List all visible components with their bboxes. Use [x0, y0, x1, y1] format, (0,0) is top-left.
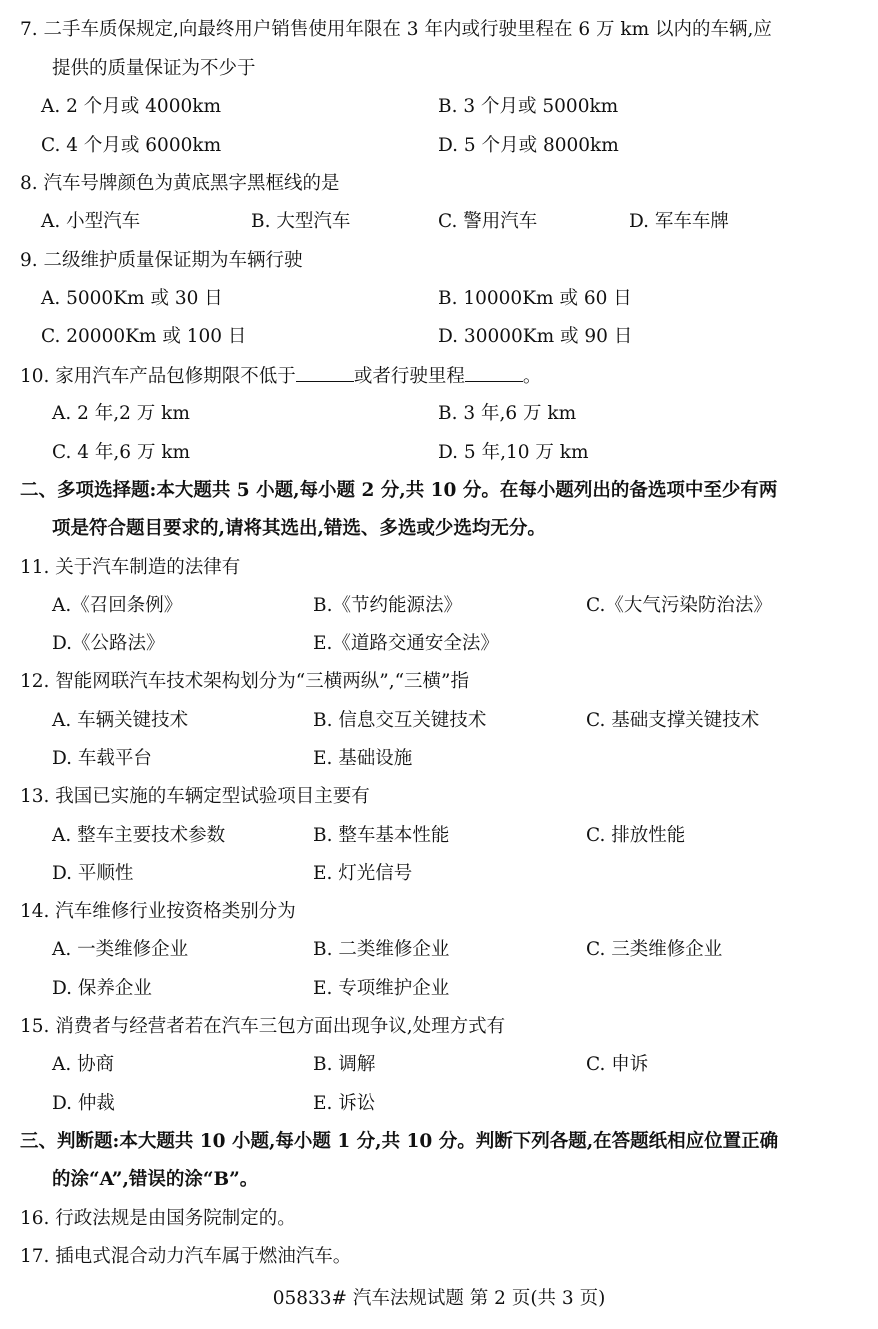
question-12-option-d: D. 车载平台 — [52, 748, 152, 769]
section-3-heading: 三、判断题:本大题共 10 小题,每小题 1 分,共 10 分。判断下列各题,在答题纸相应位置正确 — [20, 1131, 779, 1152]
question-10-text — [20, 363, 541, 390]
question-14-option-a: A. 一类维修企业 — [52, 939, 189, 960]
page-footer: 05833# 汽车法规试题 第 2 页(共 3 页) — [272, 1288, 606, 1309]
question-9-text: 9. 二级维护质量保证期为车辆行驶 — [20, 250, 303, 271]
section-2-heading-cont: 项是符合题目要求的,请将其选出,错选、多选或少选均无分。 — [52, 518, 546, 539]
question-15-option-a: A. 协商 — [52, 1054, 115, 1075]
section-3-heading-cont: 的涂“A”,错误的涂“B”。 — [52, 1169, 259, 1190]
question-12-text: 12. 智能网联汽车技术架构划分为“三横两纵”,“三横”指 — [20, 671, 470, 692]
question-11-text: 11. 关于汽车制造的法律有 — [20, 557, 241, 578]
answer-blank — [465, 363, 523, 382]
question-9-option-d: D. 30000Km 或 90 日 — [438, 326, 633, 347]
question-14-text: 14. 汽车维修行业按资格类别分为 — [20, 901, 296, 922]
question-15-text: 15. 消费者与经营者若在汽车三包方面出现争议,处理方式有 — [20, 1016, 506, 1037]
question-12-option-b: B. 信息交互关键技术 — [313, 710, 487, 731]
question-16-text: 16. 行政法规是由国务院制定的。 — [20, 1208, 296, 1229]
question-11-option-a: A.《召回条例》 — [52, 595, 183, 616]
question-14-option-d: D. 保养企业 — [52, 978, 152, 999]
question-12-option-a: A. 车辆关键技术 — [52, 710, 189, 731]
question-15-option-c: C. 申诉 — [586, 1054, 649, 1075]
question-14-option-b: B. 二类维修企业 — [313, 939, 450, 960]
question-12-option-c: C. 基础支撑关键技术 — [586, 710, 760, 731]
question-7-option-d: D. 5 个月或 8000km — [438, 135, 619, 156]
question-13-text: 13. 我国已实施的车辆定型试验项目主要有 — [20, 786, 370, 807]
section-2-heading: 二、多项选择题:本大题共 5 小题,每小题 2 分,共 10 分。在每小题列出的备选项中至少有两 — [20, 480, 778, 501]
question-13-option-a: A. 整车主要技术参数 — [52, 825, 226, 846]
question-13-option-b: B. 整车基本性能 — [313, 825, 450, 846]
question-15-option-e: E. 诉讼 — [313, 1093, 376, 1114]
question-11-option-d: D.《公路法》 — [52, 633, 165, 654]
question-9-option-a: A. 5000Km 或 30 日 — [41, 288, 223, 309]
question-10-text-start: 10. 家用汽车产品包修期限不低于 — [20, 366, 296, 387]
question-7-option-b: B. 3 个月或 5000km — [438, 96, 619, 117]
question-9-option-b: B. 10000Km 或 60 日 — [438, 288, 632, 309]
question-8-option-b: B. 大型汽车 — [251, 211, 351, 232]
question-14-option-c: C. 三类维修企业 — [586, 939, 723, 960]
question-11-option-b: B.《节约能源法》 — [313, 595, 462, 616]
question-10-option-c: C. 4 年,6 万 km — [52, 442, 191, 463]
question-8-option-a: A. 小型汽车 — [41, 211, 141, 232]
question-14-option-e: E. 专项维护企业 — [313, 978, 450, 999]
question-15-option-d: D. 仲裁 — [52, 1093, 115, 1114]
question-10-option-b: B. 3 年,6 万 km — [438, 403, 577, 424]
question-15-option-b: B. 调解 — [313, 1054, 376, 1075]
question-7-text-cont: 提供的质量保证为不少于 — [52, 58, 256, 79]
question-7-text: 7. 二手车质保规定,向最终用户销售使用年限在 3 年内或行驶里程在 6 万 km 以内的车辆,应 — [20, 19, 772, 40]
question-13-option-c: C. 排放性能 — [586, 825, 686, 846]
question-8-option-d: D. 军车车牌 — [629, 211, 729, 232]
question-10-text-middle: 或者行驶里程 — [353, 366, 465, 387]
question-7-option-c: C. 4 个月或 6000km — [41, 135, 222, 156]
question-13-option-d: D. 平顺性 — [52, 863, 134, 884]
question-8-text: 8. 汽车号牌颜色为黄底黑字黑框线的是 — [20, 173, 340, 194]
question-11-option-e: E.《道路交通安全法》 — [313, 633, 499, 654]
question-10-text-end: 。 — [522, 366, 542, 387]
question-9-option-c: C. 20000Km 或 100 日 — [41, 326, 247, 347]
question-11-option-c: C.《大气污染防治法》 — [586, 595, 772, 616]
question-13-option-e: E. 灯光信号 — [313, 863, 413, 884]
question-8-option-c: C. 警用汽车 — [438, 211, 538, 232]
question-10-option-d: D. 5 年,10 万 km — [438, 442, 589, 463]
answer-blank — [296, 363, 354, 382]
question-12-option-e: E. 基础设施 — [313, 748, 413, 769]
question-7-option-a: A. 2 个月或 4000km — [41, 96, 221, 117]
question-10-option-a: A. 2 年,2 万 km — [52, 403, 190, 424]
question-17-text: 17. 插电式混合动力汽车属于燃油汽车。 — [20, 1246, 352, 1267]
